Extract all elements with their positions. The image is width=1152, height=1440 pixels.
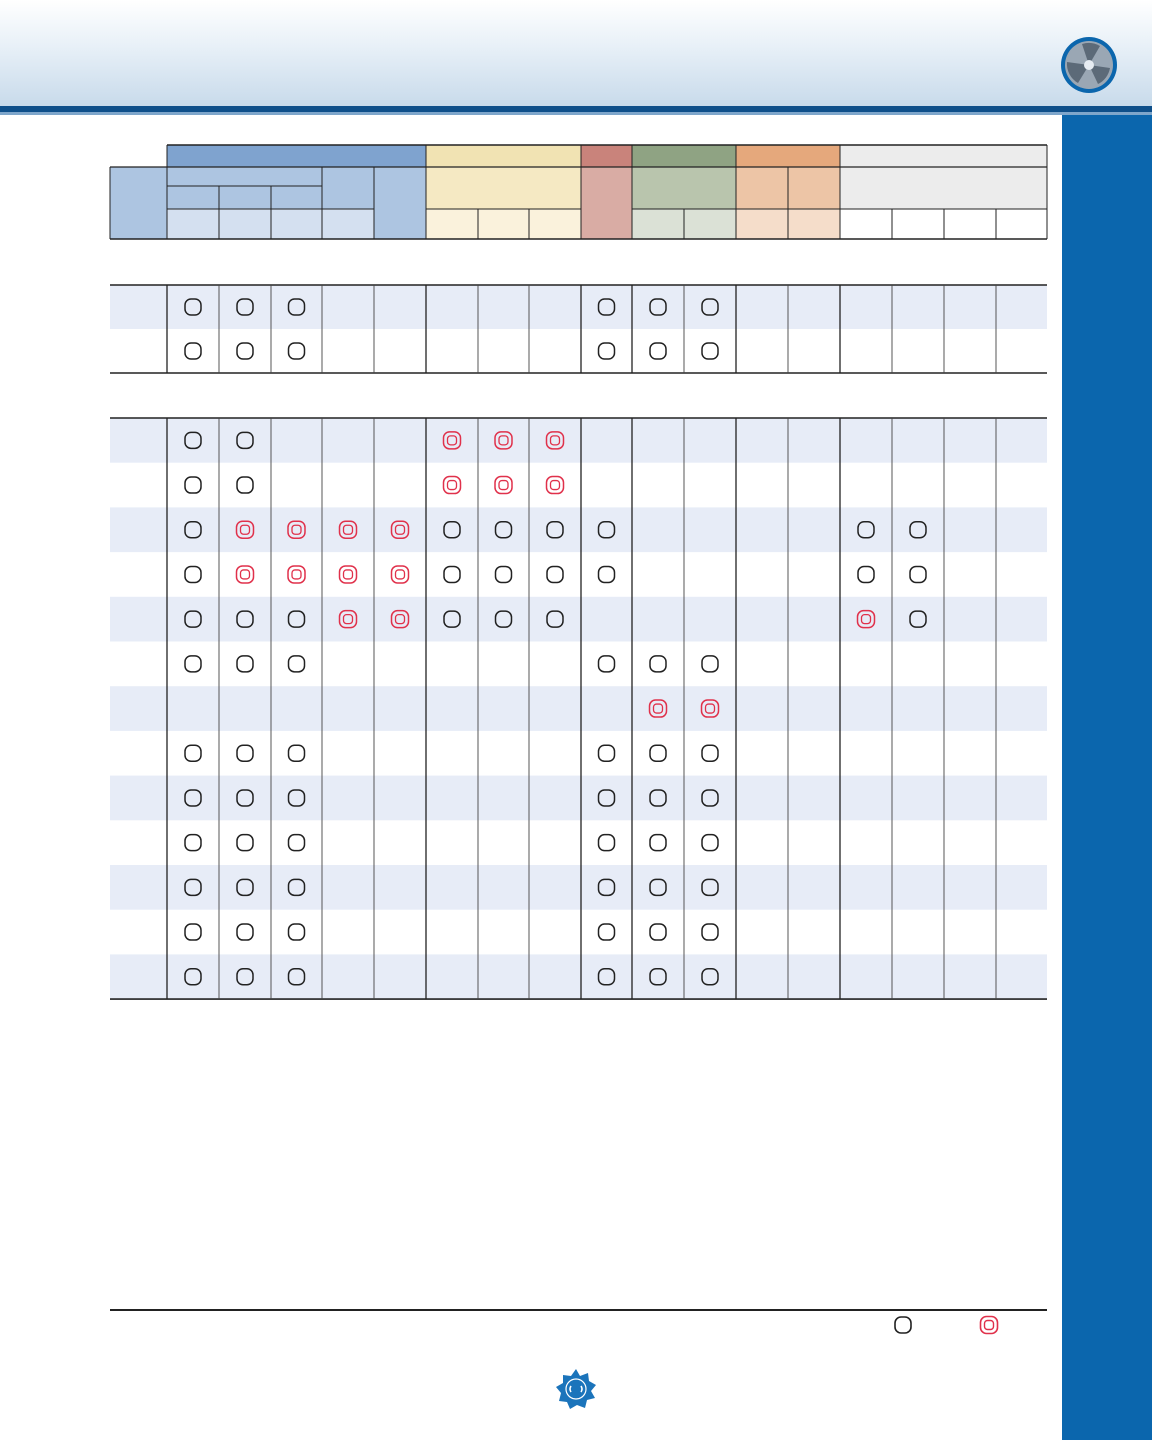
recommended-mark bbox=[444, 477, 461, 494]
header-steel-sub bbox=[167, 167, 322, 186]
table-row bbox=[110, 418, 1047, 463]
suitable-mark bbox=[702, 835, 718, 851]
header-stainless-band bbox=[426, 145, 581, 167]
recommended-mark bbox=[340, 566, 357, 583]
header-nonferrous-sub bbox=[632, 167, 736, 209]
suitable-mark bbox=[237, 477, 253, 493]
header-steel-leaf bbox=[167, 209, 219, 239]
suitable-mark bbox=[650, 924, 666, 940]
header-alloy-leaf bbox=[736, 209, 788, 239]
suitable-mark bbox=[237, 343, 253, 359]
suitable-mark bbox=[289, 745, 305, 761]
recommended-mark-inner bbox=[551, 481, 560, 490]
osg-logo-icon bbox=[555, 1368, 597, 1410]
recommended-mark-inner bbox=[396, 570, 405, 579]
suitable-mark bbox=[185, 745, 201, 761]
header-other-sub bbox=[840, 167, 1047, 209]
recommended-mark bbox=[288, 566, 305, 583]
table-row bbox=[110, 597, 1047, 642]
header-nonferrous-leaf bbox=[684, 209, 736, 239]
footer-rule bbox=[110, 1309, 1047, 1311]
recommended-mark-inner bbox=[241, 570, 250, 579]
suitable-mark bbox=[599, 745, 615, 761]
header-steel-sub2 bbox=[167, 186, 322, 209]
suitable-mark bbox=[599, 343, 615, 359]
table-header bbox=[110, 145, 1047, 239]
table-body bbox=[110, 285, 1047, 999]
header-steel-band bbox=[167, 145, 426, 167]
table-row bbox=[110, 954, 1047, 999]
table-row bbox=[110, 507, 1047, 552]
recommended-mark bbox=[392, 566, 409, 583]
header-cast-iron-band bbox=[581, 145, 632, 167]
suitable-mark bbox=[496, 566, 512, 582]
header-steel-leaf bbox=[322, 209, 374, 239]
header-alloy-band bbox=[736, 145, 840, 167]
header-alloy-leaf bbox=[788, 209, 840, 239]
suitable-mark bbox=[650, 835, 666, 851]
suitable-mark bbox=[702, 656, 718, 672]
suitable-mark bbox=[185, 477, 201, 493]
recommended-mark-inner bbox=[499, 481, 508, 490]
suitable-mark bbox=[289, 656, 305, 672]
suitable-mark bbox=[599, 566, 615, 582]
suitable-mark bbox=[702, 745, 718, 761]
header-steel-leaf bbox=[271, 209, 322, 239]
header-alloy-sub bbox=[788, 167, 840, 209]
suitable-mark bbox=[185, 924, 201, 940]
legend-recommended-icon bbox=[979, 1314, 999, 1336]
header-other-leaf bbox=[996, 209, 1047, 239]
suitable-mark bbox=[650, 343, 666, 359]
suitable-mark bbox=[289, 835, 305, 851]
table-row bbox=[110, 285, 1047, 329]
table-row bbox=[110, 776, 1047, 821]
header-nonferrous-band bbox=[632, 145, 736, 167]
suitable-mark bbox=[650, 745, 666, 761]
suitable-mark bbox=[444, 566, 460, 582]
recommended-mark-inner bbox=[448, 481, 457, 490]
recommended-mark-inner bbox=[292, 570, 301, 579]
suitable-mark bbox=[289, 343, 305, 359]
suitable-mark bbox=[599, 924, 615, 940]
recommended-mark bbox=[495, 477, 512, 494]
suitable-mark bbox=[237, 924, 253, 940]
header-stainless-leaf bbox=[529, 209, 581, 239]
suitable-mark bbox=[858, 566, 874, 582]
header-cast-iron-sub bbox=[581, 167, 632, 239]
suitable-mark bbox=[599, 835, 615, 851]
suitable-mark bbox=[702, 924, 718, 940]
suitable-mark bbox=[547, 566, 563, 582]
suitable-mark bbox=[237, 745, 253, 761]
suitable-mark bbox=[599, 656, 615, 672]
header-other-band bbox=[840, 145, 1047, 167]
header-nonferrous-leaf bbox=[632, 209, 684, 239]
legend-suitable-icon bbox=[893, 1314, 913, 1336]
header-steel-leaf bbox=[219, 209, 271, 239]
recommended-mark bbox=[237, 566, 254, 583]
suitable-mark bbox=[650, 656, 666, 672]
recommended-mark-inner bbox=[344, 570, 353, 579]
header-other-leaf bbox=[840, 209, 892, 239]
suitable-mark bbox=[237, 656, 253, 672]
header-other-leaf bbox=[892, 209, 944, 239]
suitable-mark bbox=[185, 566, 201, 582]
suitable-mark bbox=[185, 835, 201, 851]
suitable-mark bbox=[702, 343, 718, 359]
header-row-label-cell bbox=[110, 167, 167, 239]
suitable-mark bbox=[910, 566, 926, 582]
suitable-mark bbox=[289, 924, 305, 940]
recommended-mark bbox=[547, 477, 564, 494]
header-steel-sub4 bbox=[374, 167, 426, 239]
suitable-mark bbox=[185, 656, 201, 672]
header-stainless-sub bbox=[426, 167, 581, 209]
header-steel-sub3 bbox=[322, 167, 374, 209]
suitable-mark bbox=[185, 343, 201, 359]
table-row bbox=[110, 865, 1047, 910]
header-stainless-leaf bbox=[426, 209, 478, 239]
suitable-mark bbox=[237, 835, 253, 851]
header-alloy-sub bbox=[736, 167, 788, 209]
table-row bbox=[110, 686, 1047, 731]
header-other-leaf bbox=[944, 209, 996, 239]
header-stainless-leaf bbox=[478, 209, 529, 239]
